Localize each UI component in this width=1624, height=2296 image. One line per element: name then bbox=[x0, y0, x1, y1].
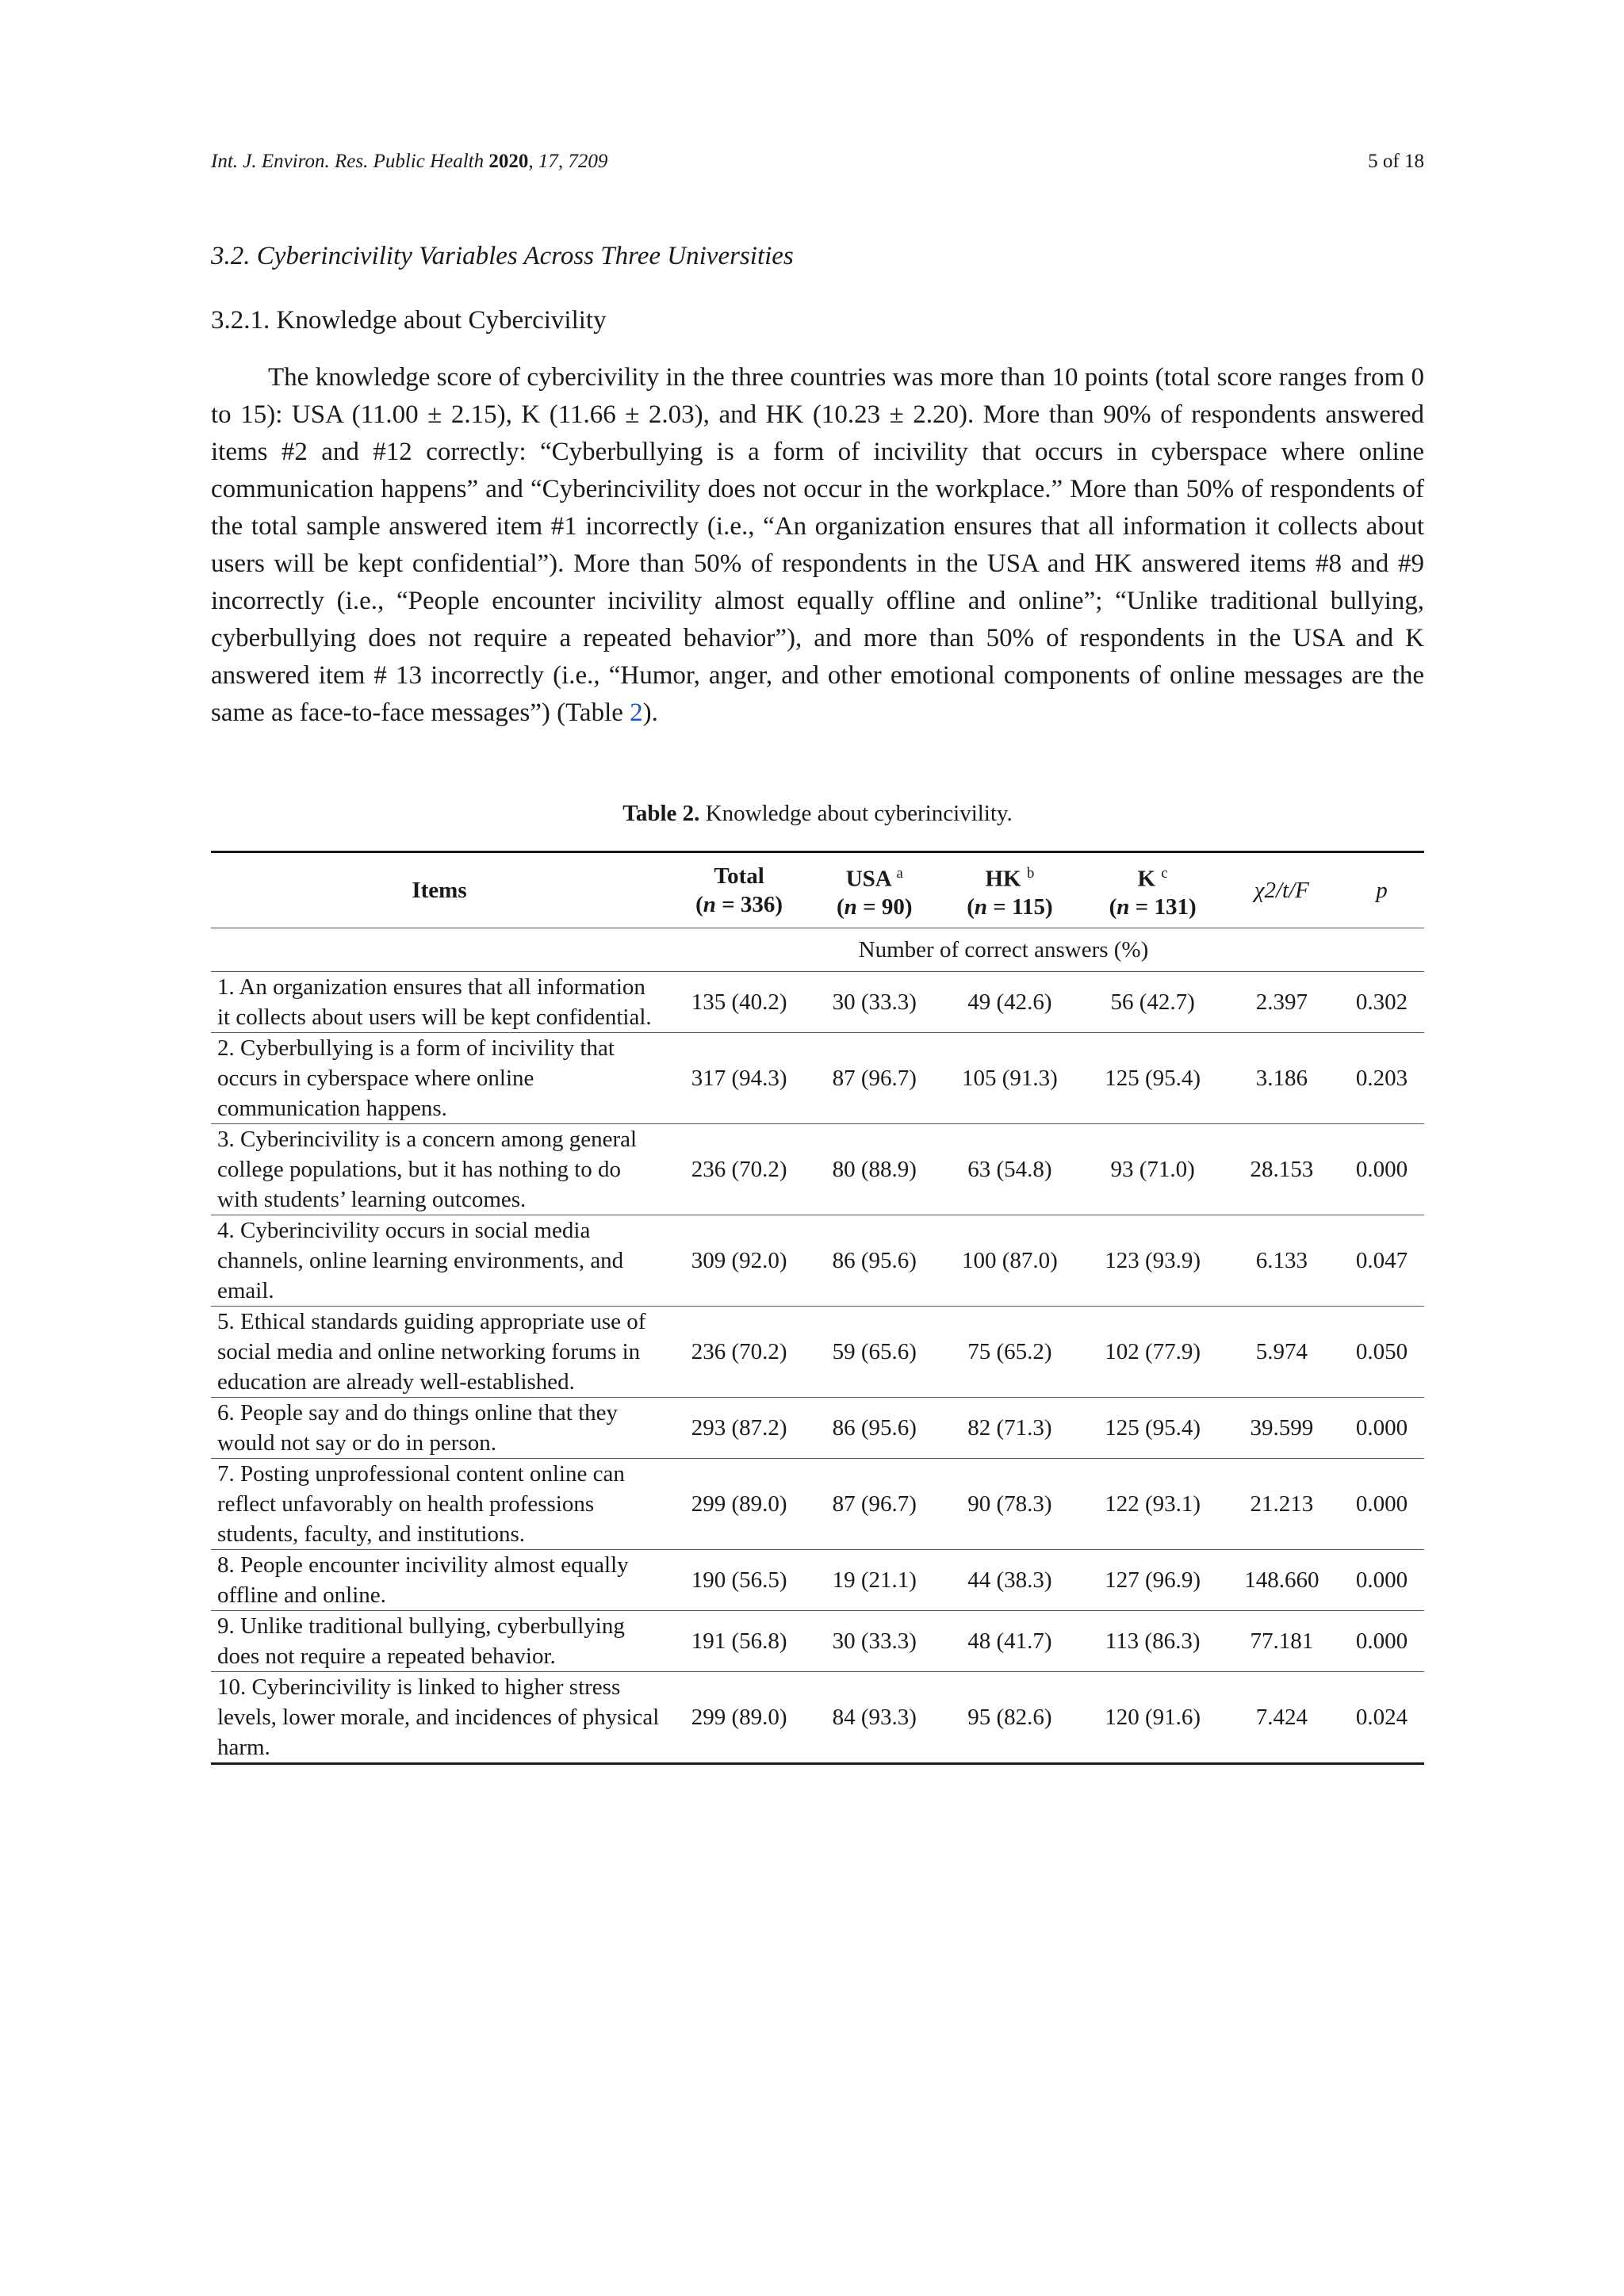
cell-stat: 28.153 bbox=[1224, 1124, 1339, 1215]
cell-stat: 6.133 bbox=[1224, 1215, 1339, 1307]
cell-usa: 59 (65.6) bbox=[810, 1307, 938, 1398]
table-reference-link[interactable]: 2 bbox=[630, 698, 643, 727]
cell-usa: 84 (93.3) bbox=[832, 1704, 917, 1730]
journal-volume-pages: , 17, 7209 bbox=[528, 151, 608, 172]
cell-p: 0.000 bbox=[1339, 1611, 1424, 1672]
cell-total: 299 (89.0) bbox=[668, 1459, 810, 1550]
header-total: Total (n = 336) bbox=[668, 852, 810, 928]
table-row bbox=[211, 1672, 1424, 1764]
table-subheader-row bbox=[211, 928, 1424, 972]
cell-total: 190 (56.5) bbox=[668, 1550, 810, 1611]
journal-citation bbox=[211, 151, 607, 173]
subsection-title: 3.2.1. Knowledge about Cybercivility bbox=[211, 306, 607, 335]
table-header-row bbox=[211, 852, 1424, 928]
table-caption-label: Table 2. bbox=[622, 801, 700, 826]
cell-stat: 77.181 bbox=[1224, 1611, 1339, 1672]
paragraph-text: The knowledge score of cybercivility in the three countries was more than 10 points (total score ranges from 0 to 15): USA (11.00 ± 2.15), K (11.66 ± 2.03), and HK (10.23 ± 2.20). More than 90% of respondents answered items #2 and #12 correctly: “Cyberbullying is a form of incivility that occurs in cyberspace where online communication happens” and “Cyberincivility does not occur in the workplace.” More than 50% of respondents of the total sample answered item #1 incorrectly (i.e., “An organization ensures that all information it collects about users will be kept confidential”). More than 50% of respondents in the USA and HK answered items #8 and #9 incorrectly (i.e., “People encounter incivility almost equally offline and online”; “Unlike traditional bullying, cyberbullying does not require a repeated behavior”), and more than 50% of respondents in the USA and K answered item # 13 incorrectly (i.e., “Humor, anger, and other emotional components of online messages are the same as face-to-face messages”) (Table bbox=[211, 363, 1424, 727]
table-row bbox=[211, 1611, 1424, 1672]
cell-p: 0.203 bbox=[1339, 1033, 1424, 1124]
cell-p: 0.047 bbox=[1339, 1215, 1424, 1307]
cell-total: 309 (92.0) bbox=[668, 1215, 810, 1307]
cell-total: 191 (56.8) bbox=[668, 1611, 810, 1672]
cell-k: 122 (93.1) bbox=[1082, 1459, 1224, 1550]
cell-item: 8. People encounter incivility almost equally offline and online. bbox=[211, 1550, 668, 1611]
cell-usa: 86 (95.6) bbox=[810, 1215, 938, 1307]
cell-hk: 95 (82.6) bbox=[967, 1704, 1052, 1730]
cell-stat: 148.660 bbox=[1224, 1550, 1339, 1611]
cell-k: 127 (96.9) bbox=[1082, 1550, 1224, 1611]
cell-hk: 100 (87.0) bbox=[938, 1215, 1081, 1307]
cell-usa: 30 (33.3) bbox=[810, 972, 938, 1033]
body-paragraph bbox=[211, 359, 1424, 732]
cell-stat: 21.213 bbox=[1224, 1459, 1339, 1550]
section-title: 3.2. Cyberincivility Variables Across Three Universities bbox=[211, 242, 794, 270]
table-caption bbox=[211, 801, 1424, 827]
header-hk: HK $^b$ (n = 115) bbox=[938, 852, 1081, 928]
journal-name: Int. J. Environ. Res. Public Health bbox=[211, 151, 485, 172]
journal-year: 2020 bbox=[488, 151, 529, 172]
cell-total: 135 (40.2) bbox=[668, 972, 810, 1033]
header-usa: USA $^a$ (n = 90) bbox=[810, 852, 938, 928]
cell-p: 0.000 bbox=[1339, 1398, 1424, 1459]
cell-item: 1. An organization ensures that all information it collects about users will be kept confidential. bbox=[211, 972, 668, 1033]
header-items: Items bbox=[211, 852, 668, 928]
table-row bbox=[211, 1215, 1424, 1307]
paragraph-end: ). bbox=[642, 698, 658, 727]
cell-p: 0.000 bbox=[1339, 1459, 1424, 1550]
knowledge-table bbox=[211, 851, 1424, 1765]
cell-k: 113 (86.3) bbox=[1082, 1611, 1224, 1672]
table-subheader: Number of correct answers (%) bbox=[668, 928, 1339, 972]
cell-item: 7. Posting unprofessional content online can reflect unfavorably on health professions students, faculty, and institutions. bbox=[211, 1459, 668, 1550]
cell-usa: 80 (88.9) bbox=[810, 1124, 938, 1215]
cell-usa: 86 (95.6) bbox=[810, 1398, 938, 1459]
cell-hk: 48 (41.7) bbox=[938, 1611, 1081, 1672]
cell-total: 236 (70.2) bbox=[668, 1307, 810, 1398]
table-row bbox=[211, 1550, 1424, 1611]
header-k: K $^c$ (n = 131) bbox=[1082, 852, 1224, 928]
cell-stat: 7.424 bbox=[1255, 1704, 1308, 1730]
table-row bbox=[211, 972, 1424, 1033]
cell-item: 10. Cyberincivility is linked to higher stress levels, lower morale, and incidences of physical harm. bbox=[217, 1674, 660, 1760]
cell-hk: 105 (91.3) bbox=[938, 1033, 1081, 1124]
cell-item: 5. Ethical standards guiding appropriate use of social media and online networking forums in education are already well-established. bbox=[211, 1307, 668, 1398]
cell-item: 2. Cyberbullying is a form of incivility that occurs in cyberspace where online communication happens. bbox=[211, 1033, 668, 1124]
table-row bbox=[211, 1307, 1424, 1398]
cell-total: 293 (87.2) bbox=[668, 1398, 810, 1459]
cell-usa: 87 (96.7) bbox=[810, 1033, 938, 1124]
cell-p: 0.000 bbox=[1339, 1124, 1424, 1215]
table-row bbox=[211, 1398, 1424, 1459]
cell-stat: 39.599 bbox=[1224, 1398, 1339, 1459]
cell-k: 125 (95.4) bbox=[1082, 1398, 1224, 1459]
running-header bbox=[211, 151, 1424, 182]
cell-p: 0.000 bbox=[1339, 1550, 1424, 1611]
cell-k: 120 (91.6) bbox=[1105, 1704, 1201, 1730]
cell-usa: 30 (33.3) bbox=[810, 1611, 938, 1672]
cell-hk: 90 (78.3) bbox=[938, 1459, 1081, 1550]
table-row bbox=[211, 1124, 1424, 1215]
cell-k: 125 (95.4) bbox=[1082, 1033, 1224, 1124]
cell-k: 123 (93.9) bbox=[1082, 1215, 1224, 1307]
cell-item: 9. Unlike traditional bullying, cyberbullying does not require a repeated behavior. bbox=[211, 1611, 668, 1672]
cell-hk: 49 (42.6) bbox=[938, 972, 1081, 1033]
header-p-value: p bbox=[1339, 852, 1424, 928]
cell-usa: 19 (21.1) bbox=[810, 1550, 938, 1611]
cell-usa: 87 (96.7) bbox=[810, 1459, 938, 1550]
cell-stat: 5.974 bbox=[1224, 1307, 1339, 1398]
cell-total: 317 (94.3) bbox=[668, 1033, 810, 1124]
cell-hk: 75 (65.2) bbox=[938, 1307, 1081, 1398]
cell-total: 236 (70.2) bbox=[668, 1124, 810, 1215]
cell-k: 93 (71.0) bbox=[1082, 1124, 1224, 1215]
cell-p: 0.024 bbox=[1355, 1704, 1408, 1730]
table-row bbox=[211, 1033, 1424, 1124]
table-row bbox=[211, 1459, 1424, 1550]
cell-k: 56 (42.7) bbox=[1082, 972, 1224, 1033]
cell-item: 4. Cyberincivility occurs in social media channels, online learning environments, and email. bbox=[211, 1215, 668, 1307]
cell-p: 0.302 bbox=[1339, 972, 1424, 1033]
cell-stat: 3.186 bbox=[1224, 1033, 1339, 1124]
table-caption-text: Knowledge about cyberincivility. bbox=[699, 801, 1013, 826]
cell-item: 3. Cyberincivility is a concern among general college populations, but it has nothing to do with students’ learning outcomes. bbox=[211, 1124, 668, 1215]
cell-hk: 82 (71.3) bbox=[938, 1398, 1081, 1459]
cell-k: 102 (77.9) bbox=[1082, 1307, 1224, 1398]
header-statistic: χ2/t/F bbox=[1224, 852, 1339, 928]
cell-total: 299 (89.0) bbox=[691, 1704, 787, 1730]
cell-stat: 2.397 bbox=[1224, 972, 1339, 1033]
cell-item: 6. People say and do things online that they would not say or do in person. bbox=[211, 1398, 668, 1459]
cell-hk: 63 (54.8) bbox=[938, 1124, 1081, 1215]
page-number: 5 of 18 bbox=[1368, 151, 1424, 172]
cell-hk: 44 (38.3) bbox=[938, 1550, 1081, 1611]
cell-p: 0.050 bbox=[1339, 1307, 1424, 1398]
